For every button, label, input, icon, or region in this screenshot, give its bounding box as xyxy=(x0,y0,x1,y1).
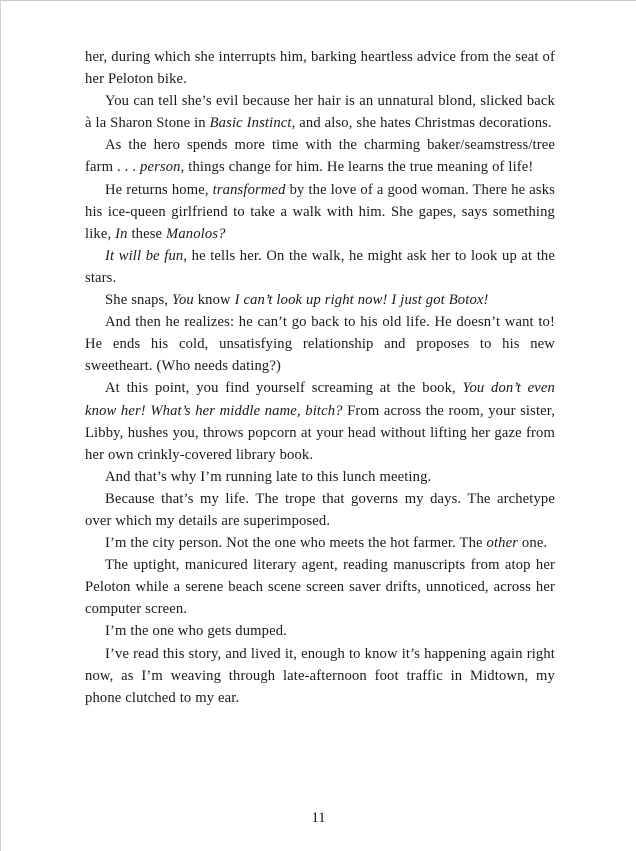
italic-run: You don’t even know her! What’s her middle name, bitch? xyxy=(85,380,555,419)
text-run: her, during which she interrupts him, barking heartless advice from the seat of her Peloton bike. xyxy=(85,49,555,88)
text-run: At this point, you find yourself screaming at the book, xyxy=(105,380,463,397)
italic-run: other xyxy=(486,535,519,552)
text-run: I’m the city person. Not the one who meets the hot farmer. The xyxy=(105,535,487,552)
text-run: , things change for him. He learns the true meaning of life! xyxy=(180,159,534,176)
paragraph xyxy=(85,488,555,532)
italic-run: transformed xyxy=(212,181,286,198)
text-run: , he tells her. On the walk, he might ask her to look up at the stars. xyxy=(85,247,555,286)
text-run: know xyxy=(193,292,235,309)
text-run: , and also, she hates Christmas decorations. xyxy=(291,115,552,132)
paragraph xyxy=(85,90,555,134)
text-run: I’ve read this story, and lived it, enough to know it’s happening again right now, as I’m weaving through late-afternoon foot traffic in Midtown, my phone clutched to my ear. xyxy=(85,645,555,706)
italic-run: It will be fun xyxy=(105,247,184,264)
paragraph xyxy=(85,554,555,620)
text-run: He returns home, xyxy=(105,181,213,198)
paragraph xyxy=(85,532,555,554)
text-run: You can tell she’s evil because her hair is an unnatural blond, slicked back à la Sharon Stone in xyxy=(85,93,555,132)
text-run: Because that’s my life. The trope that governs my days. The archetype over which my details are superimposed. xyxy=(85,490,555,529)
body-text-column xyxy=(85,46,555,709)
text-run: The uptight, manicured literary agent, reading manuscripts from atop her Peloton while a serene beach scene screen saver drifts, unnoticed, across her computer screen. xyxy=(85,557,555,618)
paragraph xyxy=(85,311,555,377)
text-run: And that’s why I’m running late to this lunch meeting. xyxy=(105,468,432,485)
text-run: I’m the one who gets dumped. xyxy=(105,623,287,640)
text-run: She snaps, xyxy=(105,292,173,309)
text-run: As the hero spends more time with the charming baker/seamstress/tree farm . . . xyxy=(85,137,555,176)
italic-run: Basic Instinct xyxy=(209,115,292,132)
paragraph xyxy=(85,377,555,465)
paragraph xyxy=(85,620,555,642)
text-run: by the love of a good woman. There he asks his ice-queen girlfriend to take a walk with him. She gapes, says something like, xyxy=(85,181,555,242)
paragraph xyxy=(85,46,555,90)
text-run: And then he realizes: he can’t go back to his old life. He doesn’t want to! He ends his cold, unsatisfying relationship and proposes to his new sweetheart. (Who needs dating?) xyxy=(85,314,555,375)
paragraph xyxy=(85,466,555,488)
paragraph xyxy=(85,643,555,709)
italic-run: I can’t look up right now! I just got Botox! xyxy=(234,292,489,309)
italic-run: You xyxy=(172,292,194,309)
italic-run: Manolos? xyxy=(166,225,226,242)
paragraph xyxy=(85,245,555,289)
italic-run: In xyxy=(115,225,128,242)
page-number: 11 xyxy=(311,810,326,826)
text-run: one. xyxy=(518,535,548,552)
paragraph xyxy=(85,179,555,245)
text-run: From across the room, your sister, Libby, hushes you, throws popcorn at your head without lifting her gaze from her own crinkly-covered library book. xyxy=(85,402,555,463)
italic-run: person xyxy=(140,159,181,176)
text-run: these xyxy=(127,225,167,242)
paragraph xyxy=(85,289,555,311)
paragraph xyxy=(85,134,555,178)
